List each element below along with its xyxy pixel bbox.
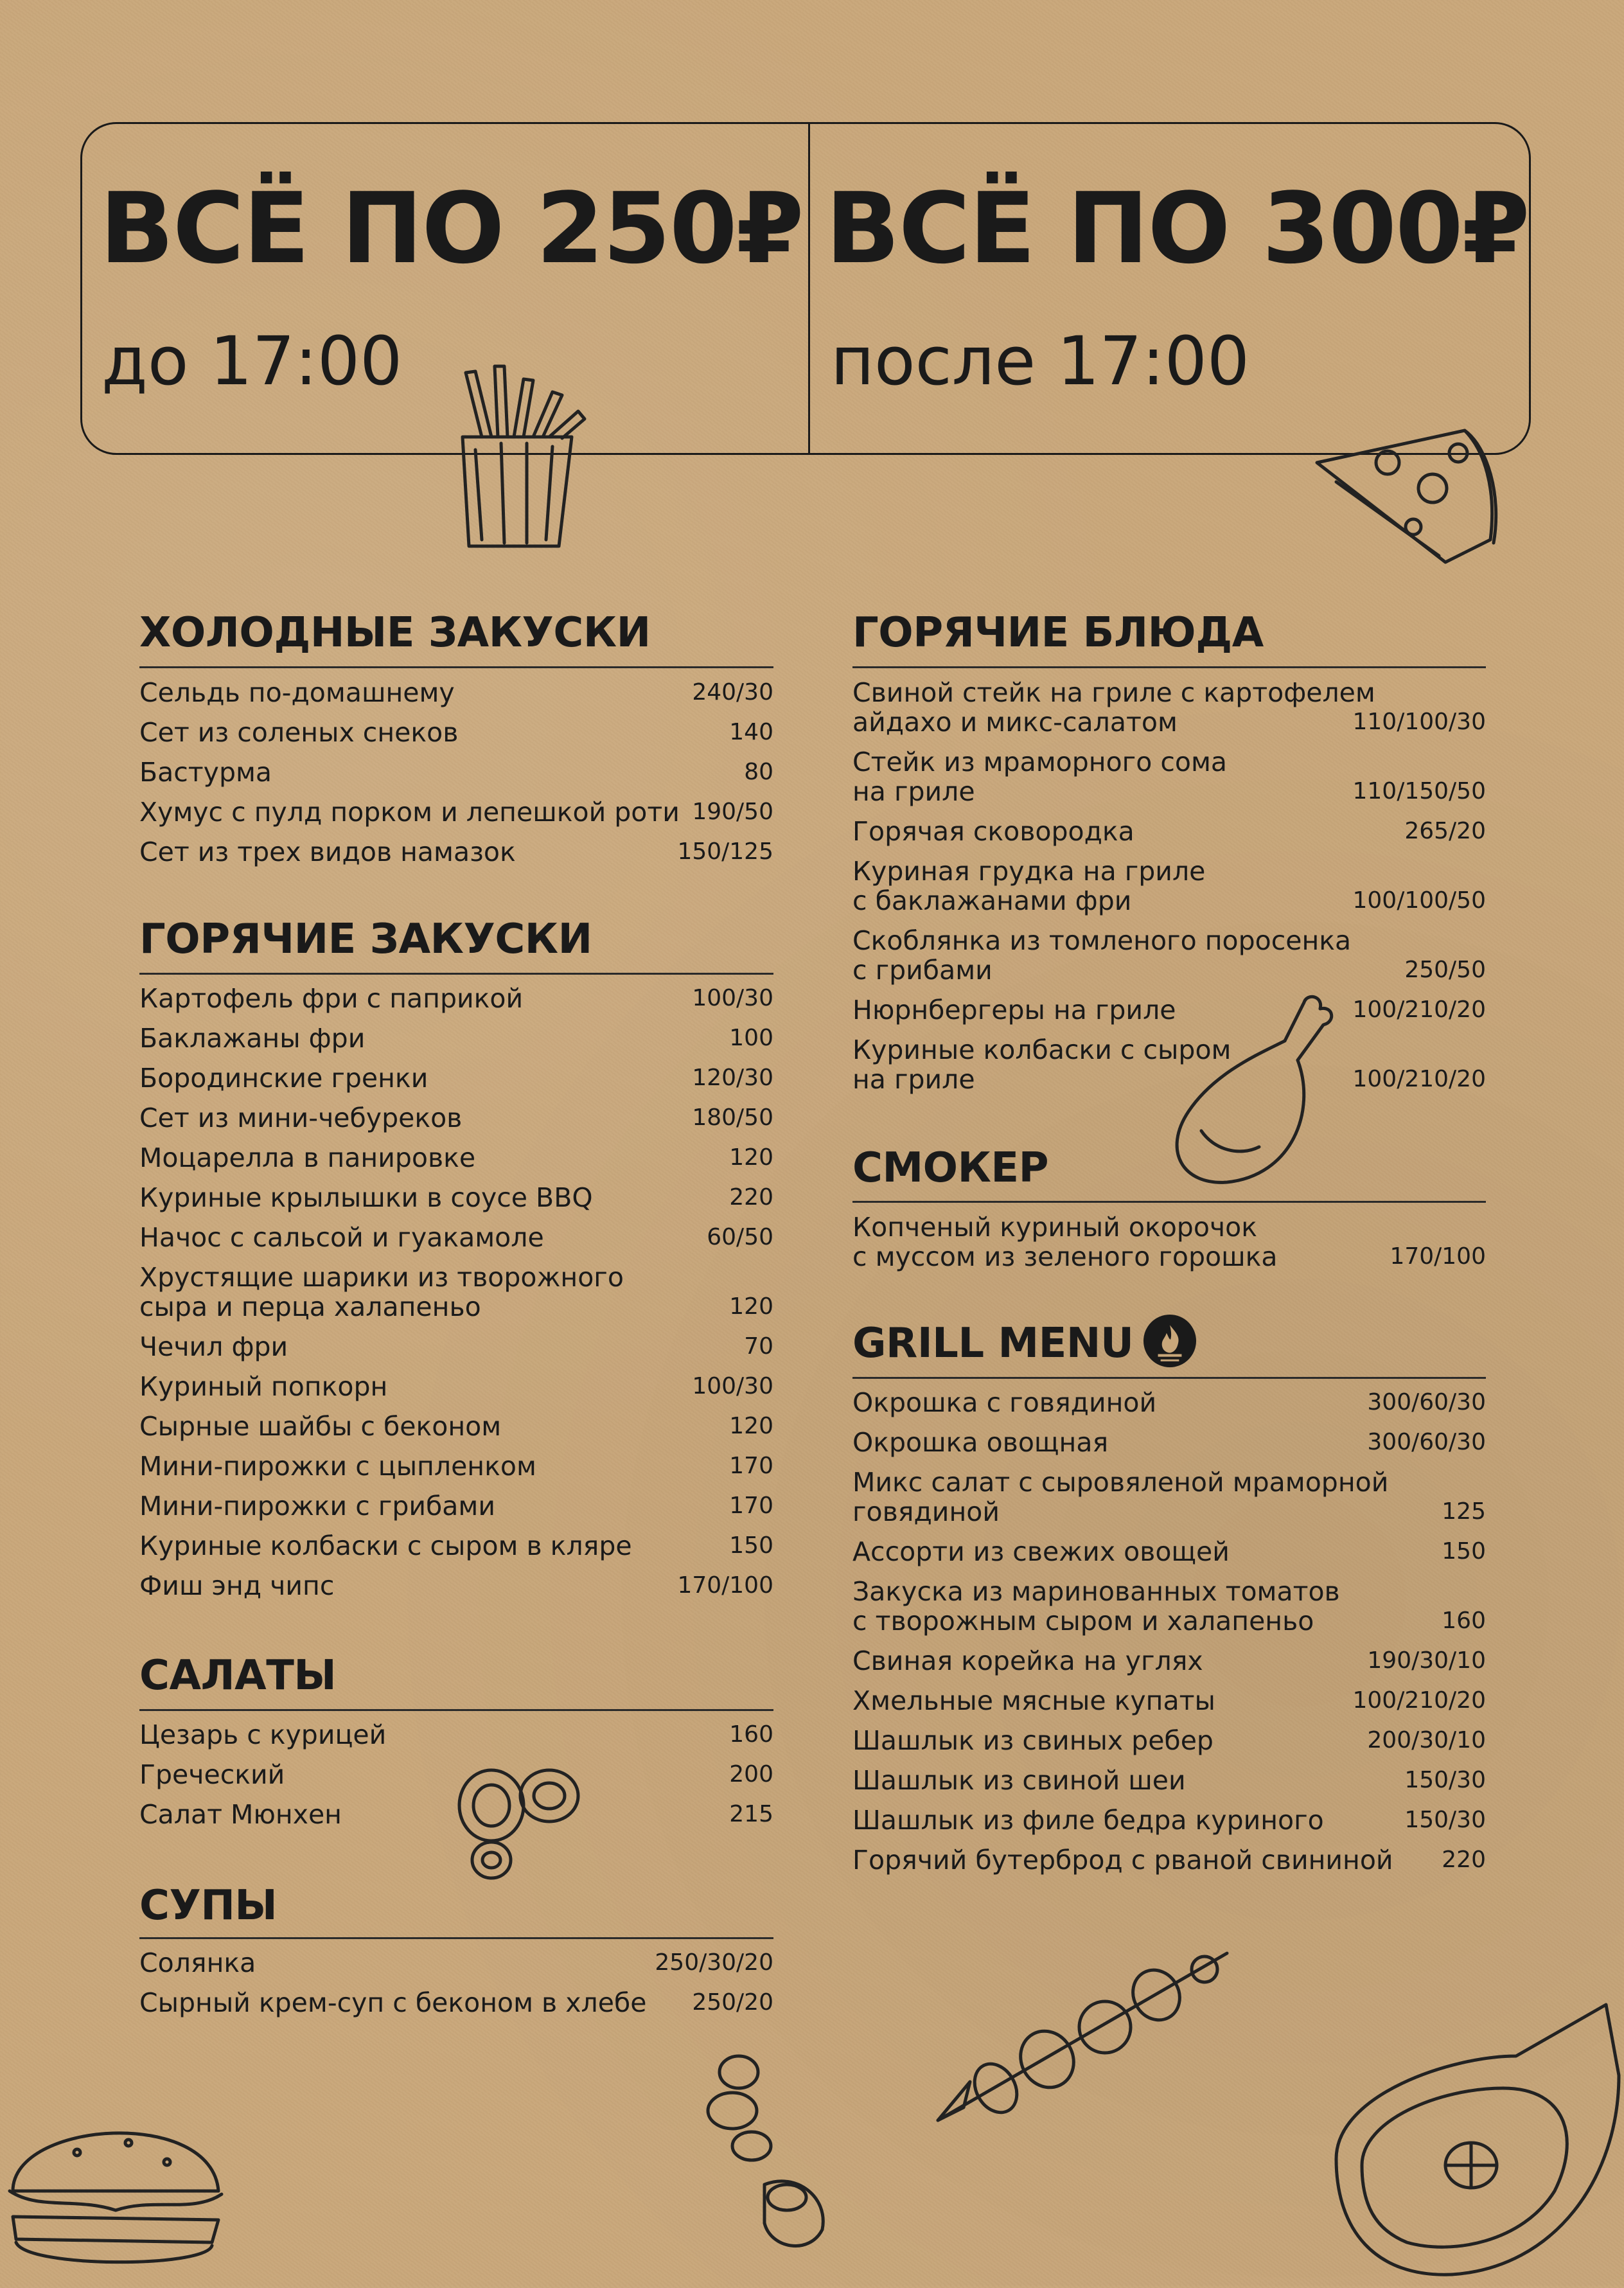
- section-hot-snacks-title: ГОРЯЧИЕ ЗАКУСКИ: [139, 916, 592, 963]
- menu-item-name: Цезарь с курицей: [139, 1719, 387, 1750]
- menu-item-name: Куриные крылышки в соусе BBQ: [139, 1182, 593, 1213]
- menu-item: [852, 1212, 1486, 1282]
- section-divider: [852, 1201, 1486, 1203]
- offer-300-title: ВСЁ ПО 300₽: [825, 172, 1529, 285]
- skewer-icon: [931, 1940, 1233, 2127]
- menu-item-price: 220: [1442, 1847, 1486, 1873]
- menu-item-name: Сет из мини-чебуреков: [139, 1103, 463, 1133]
- menu-item-price: 170/100: [677, 1572, 773, 1599]
- menu-item-name: Нюрнбергеры на гриле: [852, 995, 1176, 1025]
- menu-item-name: Сырные шайбы с беконом: [139, 1411, 502, 1442]
- menu-item-name: Сельдь по-домашнему: [139, 677, 455, 708]
- menu-item-name: Микс салат с сыровяленой мраморной говядиной: [852, 1467, 1389, 1527]
- menu-item-price: 190/50: [692, 799, 773, 825]
- menu-item: [139, 1531, 773, 1571]
- menu-item-price: 100: [729, 1025, 773, 1051]
- menu-item-price: 150/30: [1404, 1807, 1486, 1833]
- menu-item: [852, 1468, 1486, 1537]
- menu-item-price: 250/30/20: [655, 1949, 773, 1976]
- menu-item-price: 300/60/30: [1367, 1389, 1486, 1415]
- menu-item-price: 100/30: [692, 1373, 773, 1399]
- menu-item-price: 120/30: [692, 1065, 773, 1091]
- cold-list: [139, 678, 773, 877]
- menu-item-price: 120: [729, 1144, 773, 1171]
- menu-item: [139, 1451, 773, 1491]
- menu-item-price: 240/30: [692, 679, 773, 705]
- section-divider: [139, 1709, 773, 1711]
- chicken-leg-icon: [1163, 983, 1343, 1189]
- menu-item-name: Скоблянка из томленого поросенка с грибами: [852, 925, 1352, 986]
- menu-item-name: Стейк из мраморного сома на гриле: [852, 747, 1228, 807]
- menu-item: [139, 1063, 773, 1103]
- menu-item-name: Копченый куриный окорочок с муссом из зеленого горошка: [852, 1212, 1278, 1272]
- menu-item-name: Шашлык из филе бедра куриного: [852, 1805, 1324, 1836]
- menu-item-name: Моцарелла в панировке: [139, 1142, 476, 1173]
- fire-icon: [1143, 1315, 1196, 1367]
- menu-item-price: 140: [729, 719, 773, 745]
- offer-300-time: после 17:00: [831, 322, 1250, 400]
- menu-item-name: Салат Мюнхен: [139, 1799, 342, 1830]
- menu-item-name: Свиная корейка на углях: [852, 1645, 1203, 1676]
- menu-item-price: 150/125: [677, 838, 773, 865]
- menu-item: [139, 1491, 773, 1531]
- menu-item-name: Свиной стейк на гриле с картофелем айдахо и микс-салатом: [852, 677, 1375, 738]
- menu-item-price: 110/100/30: [1352, 709, 1486, 735]
- section-divider: [852, 1377, 1486, 1379]
- menu-item-price: 200/30/10: [1367, 1727, 1486, 1753]
- menu-item-price: 80: [744, 759, 773, 785]
- menu-item-name: Ассорти из свежих овощей: [852, 1536, 1230, 1567]
- menu-item: [852, 1686, 1486, 1726]
- menu-item-price: 100/210/20: [1352, 1687, 1486, 1714]
- menu-item-name: Сырный крем-суп с беконом в хлебе: [139, 1987, 647, 2018]
- menu-item-name: Фиш энд чипс: [139, 1570, 335, 1601]
- menu-item-price: 110/150/50: [1352, 778, 1486, 804]
- menu-item-price: 120: [729, 1293, 773, 1320]
- smoker-list: [852, 1212, 1486, 1282]
- menu-item-name: Куриный попкорн: [139, 1371, 388, 1402]
- menu-item-price: 250/50: [1404, 957, 1486, 983]
- menu-item-price: 60/50: [707, 1224, 773, 1250]
- grill-list: [852, 1388, 1486, 1885]
- menu-item: [139, 718, 773, 758]
- menu-item-name: Горячая сковородка: [852, 816, 1134, 847]
- section-divider: [139, 1937, 773, 1939]
- menu-item: [139, 678, 773, 718]
- menu-item-price: 200: [729, 1761, 773, 1787]
- menu-item-name: Сет из соленых снеков: [139, 717, 459, 748]
- menu-item-price: 100/100/50: [1352, 887, 1486, 914]
- menu-item-price: 180/50: [692, 1104, 773, 1131]
- menu-item: [139, 1143, 773, 1183]
- menu-item-price: 300/60/30: [1367, 1429, 1486, 1455]
- section-soups-title: СУПЫ: [139, 1882, 278, 1929]
- section-divider: [139, 973, 773, 975]
- menu-item: [852, 1805, 1486, 1845]
- section-cold-title: ХОЛОДНЫЕ ЗАКУСКИ: [139, 609, 651, 657]
- menu-item: [852, 1388, 1486, 1428]
- menu-item: [139, 1412, 773, 1451]
- menu-item: [852, 678, 1486, 747]
- menu-item-name: Куриные колбаски с сыром в кляре: [139, 1530, 632, 1561]
- menu-item: [852, 1577, 1486, 1646]
- menu-item-name: Начос с сальсой и гуакамоле: [139, 1222, 544, 1253]
- menu-item: [139, 1571, 773, 1611]
- onion-rings-icon: [450, 1760, 591, 1883]
- menu-item-price: 170: [729, 1493, 773, 1519]
- soups-list: [139, 1948, 773, 2028]
- section-hot-dishes-title: ГОРЯЧИЕ БЛЮДА: [852, 609, 1264, 657]
- menu-item-name: Куриная грудка на гриле с баклажанами фри: [852, 856, 1206, 916]
- menu-item: [139, 1103, 773, 1143]
- menu-item-name: Шашлык из свиных ребер: [852, 1725, 1214, 1756]
- menu-item: [139, 1948, 773, 1988]
- menu-item: [139, 1372, 773, 1412]
- menu-item-name: Хмельные мясные купаты: [852, 1685, 1215, 1716]
- section-grill-title: GRILL MENU: [852, 1320, 1134, 1367]
- menu-item-name: Шашлык из свиной шеи: [852, 1765, 1186, 1796]
- menu-item-price: 150: [729, 1532, 773, 1559]
- menu-item-price: 215: [729, 1801, 773, 1827]
- menu-item-name: Чечил фри: [139, 1331, 288, 1362]
- burger-icon: [0, 2082, 231, 2285]
- menu-item-price: 250/20: [692, 1989, 773, 2016]
- menu-item: [852, 1766, 1486, 1805]
- menu-item: [852, 1646, 1486, 1686]
- menu-item-price: 100/210/20: [1352, 997, 1486, 1023]
- menu-item: [139, 1223, 773, 1263]
- menu-item: [852, 1845, 1486, 1885]
- menu-item-name: Бастурма: [139, 757, 272, 788]
- menu-item: [852, 1428, 1486, 1468]
- menu-item: [852, 747, 1486, 817]
- section-smoker-title: СМОКЕР: [852, 1144, 1048, 1192]
- menu-item-name: Солянка: [139, 1947, 256, 1978]
- menu-item-name: Хрустящие шарики из творожного сыра и перца халапеньо: [139, 1262, 624, 1322]
- offer-250-title: ВСЁ ПО 250₽: [100, 172, 803, 285]
- menu-item-price: 120: [729, 1413, 773, 1439]
- offer-250-time: до 17:00: [102, 322, 403, 400]
- menu-item: [139, 1183, 773, 1223]
- menu-item: [139, 1332, 773, 1372]
- menu-item-price: 170/100: [1390, 1243, 1486, 1270]
- pizza-slice-icon: [1311, 424, 1503, 572]
- menu-item-name: Сет из трех видов намазок: [139, 837, 516, 867]
- onion-slices-icon: [700, 2043, 848, 2255]
- menu-item-price: 160: [729, 1721, 773, 1748]
- menu-item-price: 150/30: [1404, 1767, 1486, 1793]
- menu-item: [139, 758, 773, 797]
- menu-item: [139, 1988, 773, 2028]
- section-divider: [852, 666, 1486, 668]
- menu-item: [139, 984, 773, 1024]
- hot-snacks-list: [139, 984, 773, 1611]
- menu-item-price: 265/20: [1404, 818, 1486, 844]
- menu-item: [139, 837, 773, 877]
- menu-item-name: Закуска из маринованных томатов с творожным сыром и халапеньо: [852, 1576, 1340, 1636]
- steak-icon: [1323, 1998, 1624, 2285]
- menu-item: [852, 856, 1486, 926]
- fries-icon: [437, 360, 597, 553]
- menu-item-price: 170: [729, 1453, 773, 1479]
- menu-item-name: Мини-пирожки с грибами: [139, 1491, 495, 1521]
- menu-item-name: Бородинские гренки: [139, 1063, 428, 1094]
- section-divider: [139, 666, 773, 668]
- menu-item-price: 190/30/10: [1367, 1647, 1486, 1674]
- section-salads-title: САЛАТЫ: [139, 1652, 337, 1699]
- menu-item-price: 150: [1442, 1538, 1486, 1565]
- menu-item-price: 100/210/20: [1352, 1066, 1486, 1092]
- menu-item-price: 160: [1442, 1608, 1486, 1634]
- offer-divider: [808, 122, 810, 455]
- menu-item: [139, 797, 773, 837]
- menu-item: [139, 1720, 773, 1760]
- menu-item: [139, 1263, 773, 1332]
- menu-item-name: Картофель фри с паприкой: [139, 983, 524, 1014]
- menu-item-name: Баклажаны фри: [139, 1023, 366, 1054]
- menu-item-name: Окрошка овощная: [852, 1427, 1109, 1458]
- menu-item-name: Куриные колбаски с сыром на гриле: [852, 1034, 1231, 1095]
- menu-item: [852, 817, 1486, 856]
- menu-item-price: 70: [744, 1333, 773, 1360]
- menu-item: [852, 1726, 1486, 1766]
- menu-item: [139, 1024, 773, 1063]
- menu-item-price: 125: [1442, 1498, 1486, 1525]
- menu-item-price: 100/30: [692, 985, 773, 1011]
- menu-item: [852, 1537, 1486, 1577]
- menu-item-name: Мини-пирожки с цыпленком: [139, 1451, 536, 1482]
- menu-item-name: Окрошка с говядиной: [852, 1387, 1157, 1418]
- menu-item-price: 220: [729, 1184, 773, 1211]
- menu-item-name: Хумус с пулд порком и лепешкой роти: [139, 797, 680, 828]
- menu-item-name: Горячий бутерброд с рваной свининой: [852, 1845, 1393, 1876]
- menu-item-name: Греческий: [139, 1759, 285, 1790]
